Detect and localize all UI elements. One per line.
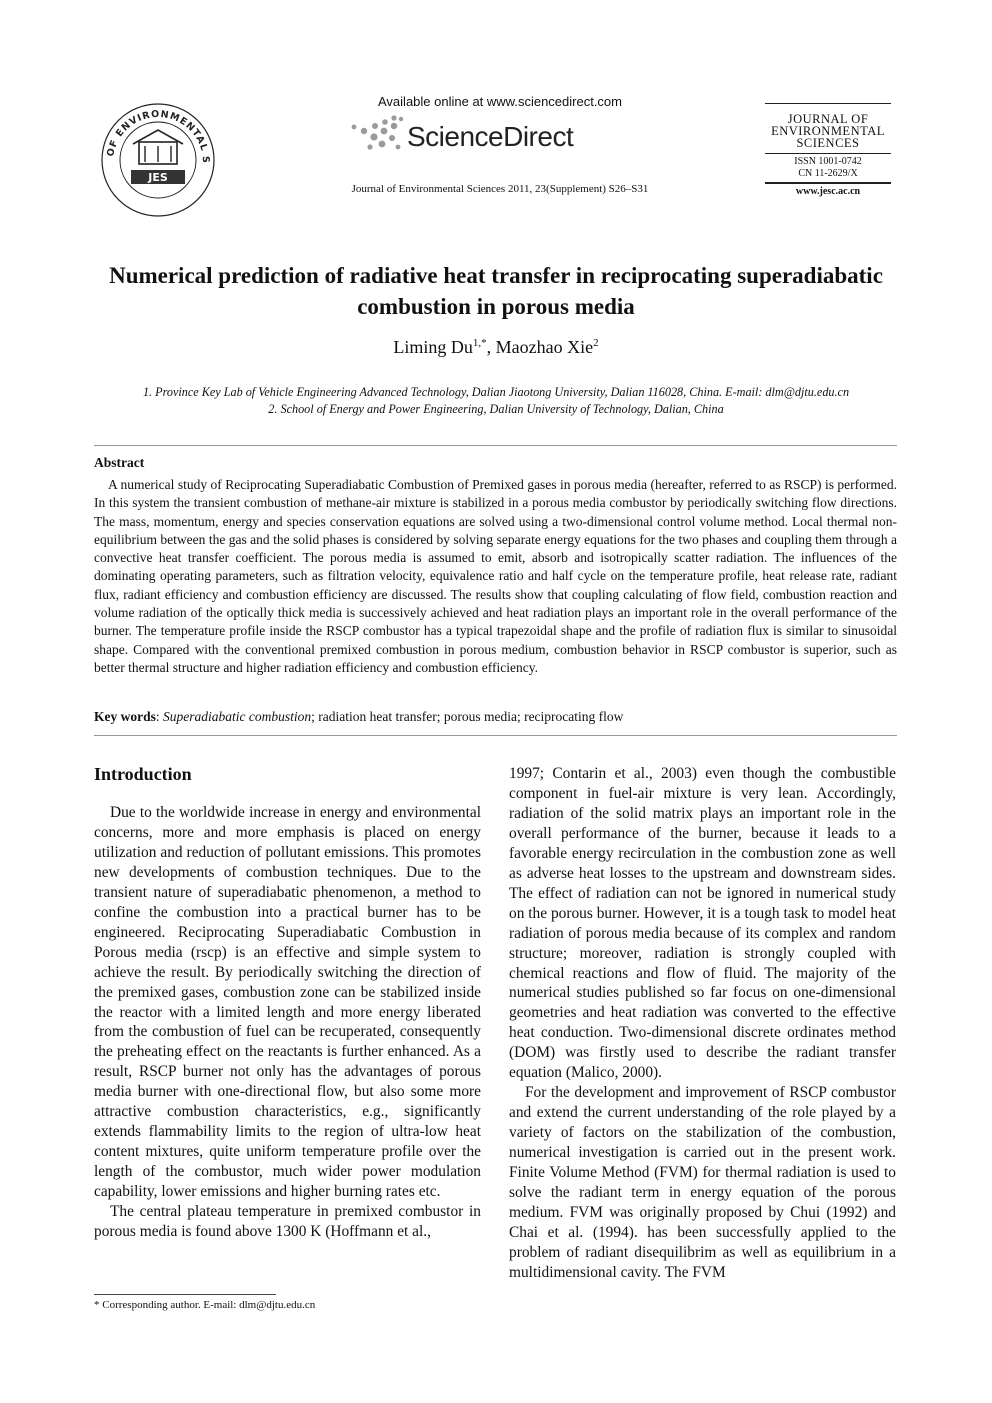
masthead-top-rule [765,103,891,104]
intro-paragraph-2-cont: 1997; Contarin et al., 2003) even though the combustible component in fuel-air mixture is very lean. Accordingly, radiation of the solid matrix plays an important role in the overall performance of the burner, because it leads to a favorable energy recirculation in the combustion zone as well as adverse heat losses to the upstream and downstream sides. The effect of radiation can not be ignored in numerical study on the porous burner. However, it is a tough task to model heat radiation of porous media because of its complex and random structure; moreover, radiation is strongly coupled with chemical reactions and flow of fluid. The majority of the numerical studies published so far focus on one-dimensional geometries and heat radiation was converted to the effective heat conduction. Two-dimensional discrete ordinates method (DOM) was firstly used to describe the radiant transfer equation (Malico, 2000). [509,765,896,1082]
author-2-marker: 2 [593,337,599,349]
rule-above-abstract [94,445,897,446]
footnote-rule [94,1294,276,1295]
keywords-colon: : [155,709,164,724]
logo-jes-text: JES [148,171,168,184]
corresponding-author-footnote: * Corresponding author. E-mail: dlm@djtu.edu.cn [94,1299,316,1311]
journal-issn: ISSN 1001-0742 [794,156,862,167]
svg-text:JOURNAL OF ENVIRONMENTAL SCIEN [93,100,211,164]
affiliations [60,384,932,418]
abstract-heading: Abstract [94,455,145,470]
author-2[interactable]: Maozhao Xie [495,337,594,357]
intro-paragraph-3: For the development and improvement of RSCP combustor and extend the current understanding of the role played by a variety of factors on the stabilization of the combustion, numerical investigation is carried out in the present work. Finite Volume Method (FVM) for thermal radiation is used to solve the radiant term in energy equation of the porous medium. FVM was originally proposed by Chui (1992) and Chai et al. (1994). has been successfully applied to the problem of radiant disequilibrim as well as equilibrium in a multidimensional cavity. The FVM [509,1084,896,1281]
left-column [94,803,481,1242]
article-title [60,260,932,322]
jes-logo [93,100,223,218]
sciencedirect-wordmark: ScienceDirect [407,121,574,152]
logo-ring-text: OF ENVIRONMENTAL S [105,108,212,165]
intro-paragraph-2: The central plateau temperature in premixed combustor in porous media is found above 1300 K (Hoffmann et al., [94,1203,481,1241]
journal-name-line2: ENVIRONMENTAL [771,124,885,138]
journal-name-line1: JOURNAL OF [787,112,869,126]
author-list [200,337,792,358]
affiliation-1: 1. Province Key Lab of Vehicle Engineering Advanced Technology, Dalian Jiaotong University, Dalian 116028, China. E-mail: dlm@djtu.edu.cn [142,385,850,399]
available-online-line[interactable]: Available online at www.sciencedirect.com [378,94,622,109]
title-line-1: Numerical prediction of radiative heat transfer in reciprocating superadiabatic [109,263,883,288]
introduction-heading: Introduction [94,764,192,784]
right-column [509,764,896,1283]
keywords-rest: ; radiation heat transfer; porous media; reciprocating flow [311,709,624,724]
intro-paragraph-1: Due to the worldwide increase in energy and environmental concerns, more and more emphasis is placed on energy utilization and reduction of pollutant emissions. This promotes new developments of combustion techniques. Due to the transient nature of superadiabatic phenomenon, a method to confine the combustion into a practical burner has to be engineered. Reciprocating Superadiabatic Combustion in Porous media (rscp) is an effective and simple system to achieve the result. By periodically switching the direction of the premixed gases, combustion zone can be stabilized inside the reactor with a limited length and more energy liberated from the combustion of fuel can be recuperated, consequently the preheating effect on the reactants is further enhanced. As a result, RSCP burner not only has the advantages of porous media burner with one-directional flow, but also some more attractive combustion characteristics, e.g., significantly extends flammability limits to the region of ultra-low heat content mixtures, quite uniform temperature profile over the length of the combustor, much wider power modulation capability, lower emissions and higher burning rates etc. [94,804,481,1201]
journal-name-line3: SCIENCES [796,136,860,150]
journal-cn: CN 11-2629/X [798,168,858,179]
keywords [94,709,897,725]
keywords-label: Key words [94,709,156,724]
keyword-first: Superadiabatic combustion [163,709,312,724]
masthead-mid-rule [765,153,891,154]
title-line-2: combustion in porous media [357,294,635,319]
abstract-text: A numerical study of Reciprocating Superadiabatic Combustion of Premixed gases in porous media (hereafter, referred to as RSCP) is performed. In this system the transient combustion of methane-air mixture is stabilized in a porous media combustor by periodically switching flow directions. The mass, momentum, energy and species conservation equations are solved using a two-dimensional control volume method. Local thermal non-equilibrium between the gas and the solid phases is considered by solving separate energy equations for the two phases and coupling them through a convective heat transfer coefficient. The porous media is assumed to emit, absorb and isotropically scatter radiation. The influences of the dominating operating parameters, such as filtration velocity, equivalence ratio and half cycle on the temperature profile, heat release rate, radiant flux, radiant efficiency and combustion efficiency are discussed. The results show that coupling calculating of flow field, combustion reaction and volume radiation of the optically thick media is successively achieved and heat radiation plays an important role in the overall performance of the burner. The temperature profile inside the RSCP combustor has a typical trapezoidal shape and the profile of radiation flux is similar to sinusoidal shape. Compared with the conventional premixed combustion in porous medium, combustion behavior in RSCP combustor is superior, such as better thermal structure and higher radiation efficiency and combustion efficiency. [94,477,897,675]
rule-below-keywords [94,735,897,736]
journal-masthead-box [765,103,891,198]
sciencedirect-logo[interactable] [350,113,610,155]
sciencedirect-dots-icon [350,113,408,155]
journal-citation: Journal of Environmental Sciences 2011, 23(Supplement) S26–S31 [351,183,649,195]
journal-url[interactable]: www.jesc.ac.cn [795,186,861,197]
affiliation-2: 2. School of Energy and Power Engineering, Dalian University of Technology, Dalian, China [268,402,724,416]
masthead-bottom-rule [765,182,891,184]
author-1-marker: 1,* [472,337,487,349]
author-separator: , [486,337,496,357]
author-1[interactable]: Liming Du [393,337,473,357]
